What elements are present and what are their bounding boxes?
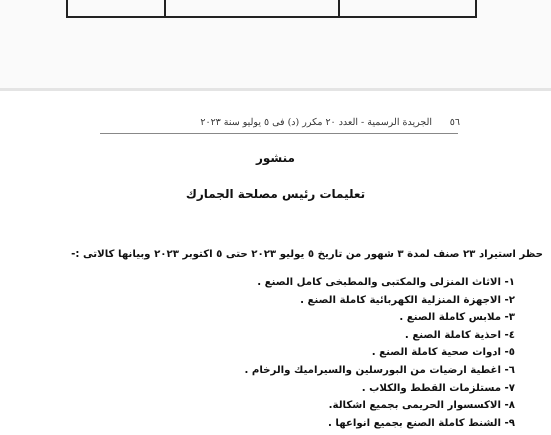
document-title: منشور [256, 151, 295, 165]
list-item: ٣- ملابس كاملة الصنع . [399, 312, 515, 324]
table-divider [338, 0, 340, 18]
document-page [0, 91, 551, 431]
list-item: ١- الاثاث المنزلى والمكتبى والمطبخى كامل الصنع . [257, 277, 515, 288]
list-item: ٩- الشنط كاملة الصنع بجميع انواعها . [327, 417, 515, 429]
previous-page-fragment [0, 0, 551, 88]
list-item: ٥- ادوات صحية كاملة الصنع . [371, 347, 515, 359]
list-item: ٧- مستلزمات القطط والكلاب . [361, 382, 515, 394]
intro-paragraph: حظر استيراد ٢٣ صنف لمدة ٣ شهور من تاريخ ٥ يوليو ٢٠٢٣ حتى ٥ اكتوبر ٢٠٢٣ وبيانها كالاتى :- [71, 249, 543, 260]
list-item: ٢- الاجهزة المنزلية الكهربائية كاملة الصنع . [300, 294, 515, 306]
list-item: ٤- احذية كاملة الصنع . [404, 329, 515, 341]
gazette-header-text: الجريدة الرسمية - العدد ٢٠ مكرر (د) فى ٥ يوليو سنة ٢٠٢٣ [200, 117, 432, 128]
page-number: ٥٦ [449, 117, 460, 128]
list-item: ٨- الاكسسوار الحريمى بجميع اشكالة. [328, 400, 515, 412]
table-fragment [66, 0, 477, 18]
table-divider [164, 0, 166, 18]
document-subtitle: تعليمات رئيس مصلحة الجمارك [185, 187, 366, 201]
header-rule [100, 133, 458, 134]
list-item: ٦- اغطية ارضيات من البورسلين والسيراميك والرخام . [244, 364, 515, 376]
banned-items-list [244, 277, 515, 435]
